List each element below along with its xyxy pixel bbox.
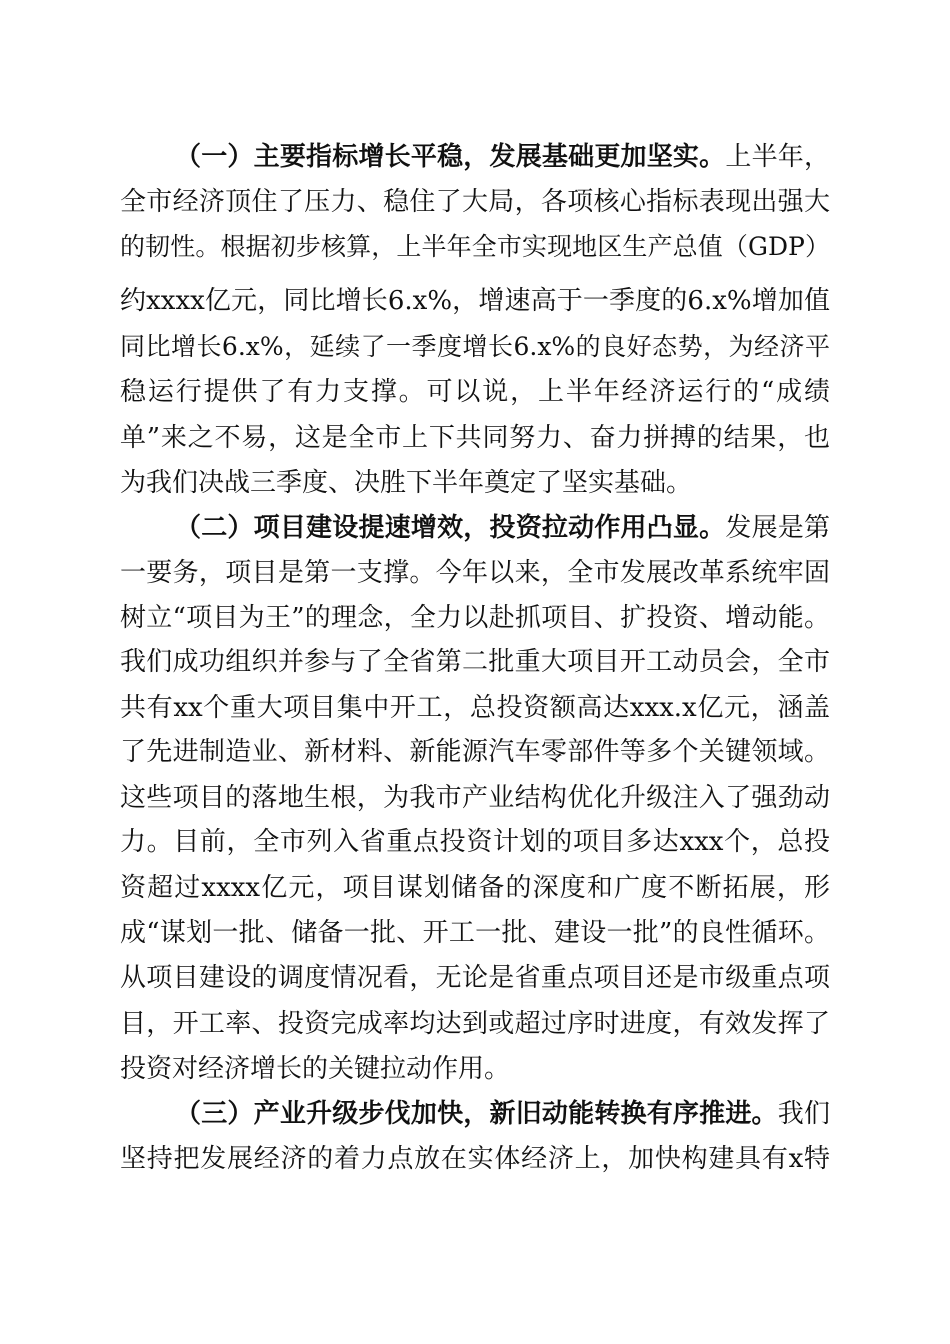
paragraph-2-line: 树立“项目为王”的理念，全力以赴抓项目、扩投资、增动能。	[120, 603, 830, 633]
paragraph-1-line: 约xxxx亿元，同比增长6.x%，增速高于一季度的6.x%增加值	[120, 286, 830, 316]
paragraph-2-line: 成“谋划一批、储备一批、开工一批、建设一批”的良性循环。	[120, 918, 830, 948]
paragraph-2-line: 了先进制造业、新材料、新能源汽车零部件等多个关键领域。	[120, 737, 830, 767]
paragraph-2-line-1	[175, 508, 830, 548]
paragraph-2-text: 发展是第	[725, 513, 830, 543]
paragraph-3-line: 坚持把发展经济的着力点放在实体经济上，加快构建具有x特	[120, 1144, 830, 1174]
paragraph-1-line: 同比增长6.x%，延续了一季度增长6.x%的良好态势，为经济平	[120, 332, 830, 361]
paragraph-2-line: 共有xx个重大项目集中开工，总投资额高达xxx.x亿元，涵盖	[120, 693, 830, 723]
paragraph-2-line: 从项目建设的调度情况看，无论是省重点项目还是市级重点项	[120, 963, 830, 993]
paragraph-2-line: 这些项目的落地生根，为我市产业结构优化升级注入了强劲动	[120, 783, 830, 813]
paragraph-2-heading: （二）项目建设提速增效，投资拉动作用凸显。	[175, 513, 726, 543]
paragraph-1-line: 单”来之不易，这是全市上下共同努力、奋力拼搏的结果，也	[120, 423, 830, 453]
paragraph-2-line: 目，开工率、投资完成率均达到或超过序时进度，有效发挥了	[120, 1009, 830, 1039]
paragraph-1-line: 稳运行提供了有力支撑。可以说，上半年经济运行的“成绩	[120, 377, 830, 407]
paragraph-1-text: 上半年，	[725, 142, 830, 172]
paragraph-3-line-1	[175, 1094, 830, 1134]
paragraph-2-line: 投资对经济增长的关键拉动作用。	[120, 1054, 511, 1084]
paragraph-3-heading: （三）产业升级步伐加快，新旧动能转换有序推进。	[175, 1099, 778, 1129]
paragraph-1-heading: （一）主要指标增长平稳，发展基础更加坚实。	[175, 142, 726, 172]
paragraph-1-line: 的韧性。根据初步核算，上半年全市实现地区生产总值（GDP）	[120, 232, 830, 261]
paragraph-1-line-1	[175, 137, 830, 177]
paragraph-1-line: 全市经济顶住了压力、稳住了大局，各项核心指标表现出强大	[120, 187, 830, 217]
paragraph-2-line: 我们成功组织并参与了全省第二批重大项目开工动员会，全市	[120, 647, 830, 677]
paragraph-2-line: 一要务，项目是第一支撑。今年以来，全市发展改革系统牢固	[120, 558, 830, 588]
paragraph-2-line: 力。目前，全市列入省重点投资计划的项目多达xxx个，总投	[120, 827, 830, 857]
paragraph-1-line: 为我们决战三季度、决胜下半年奠定了坚实基础。	[120, 468, 693, 498]
paragraph-3-text: 我们	[777, 1099, 830, 1129]
paragraph-2-line: 资超过xxxx亿元，项目谋划储备的深度和广度不断拓展，形	[120, 873, 830, 903]
